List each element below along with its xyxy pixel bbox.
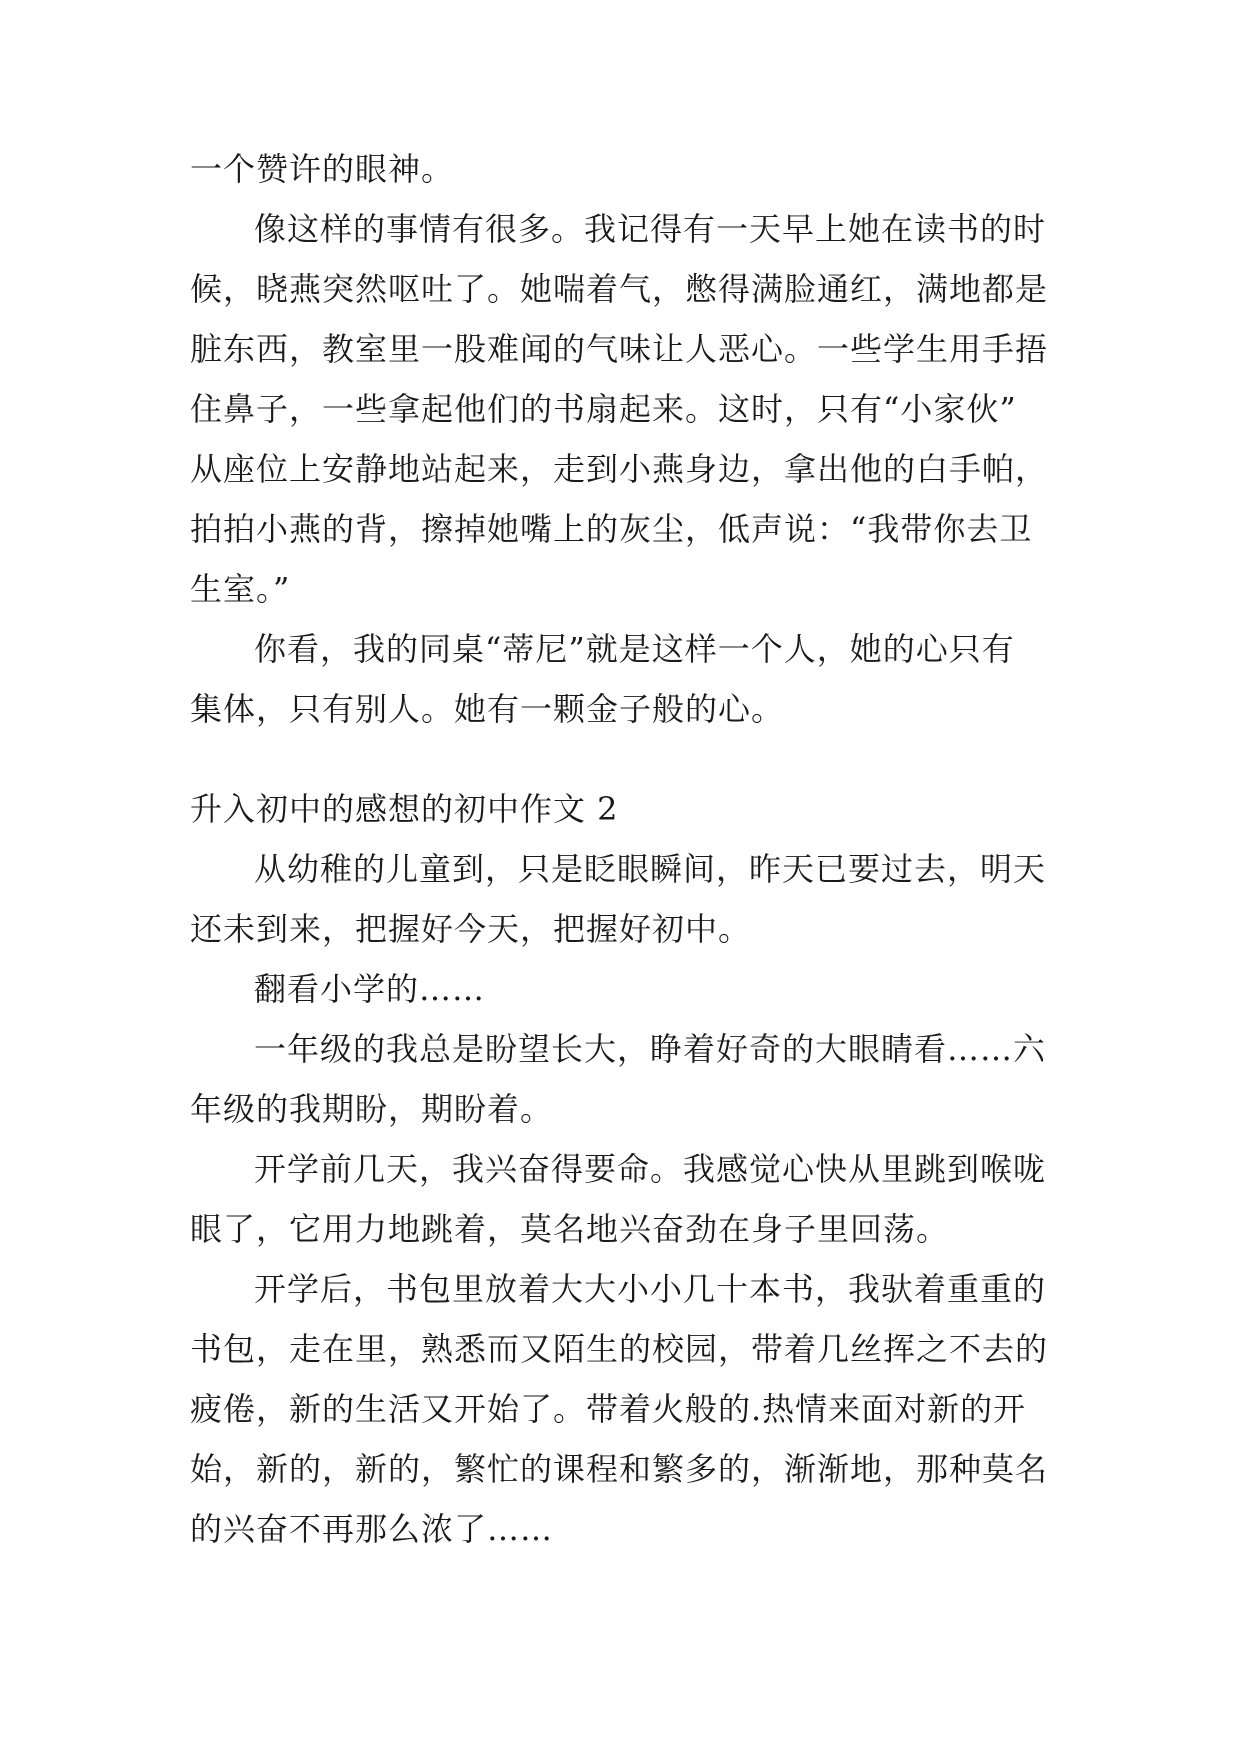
paragraph-start-line: 一年级的我总是盼望长大，睁着好奇的大眼睛看……六 — [254, 1030, 1047, 1068]
text-line: 眼了，它用力地跳着，莫名地兴奋劲在身子里回荡。 — [190, 1210, 950, 1248]
text-line: 年级的我期盼，期盼着。 — [190, 1090, 554, 1128]
text-line: 的兴奋不再那么浓了…… — [190, 1510, 554, 1548]
text-line: 疲倦，新的生活又开始了。带着火般的.热情来面对新的开 — [190, 1390, 1027, 1428]
text-line: 还未到来，把握好今天，把握好初中。 — [190, 910, 752, 948]
text-line: 集体，只有别人。她有一颗金子般的心。 — [190, 690, 785, 728]
paragraph-start-line: 开学前几天，我兴奋得要命。我感觉心快从里跳到喉咙 — [254, 1150, 1047, 1188]
text-line: 书包，走在里，熟悉而又陌生的校园，带着几丝挥之不去的 — [190, 1330, 1049, 1368]
text-line: 脏东西，教室里一股难闻的气味让人恶心。一些学生用手捂 — [190, 330, 1049, 368]
paragraph-start-line: 开学后，书包里放着大大小小几十本书，我驮着重重的 — [254, 1270, 1047, 1308]
section-title: 升入初中的感想的初中作文 2 — [190, 790, 619, 828]
text-line: 住鼻子，一些拿起他们的书扇起来。这时，只有“小家伙” — [190, 390, 1017, 428]
text-line: 从座位上安静地站起来，走到小燕身边，拿出他的白手帕， — [190, 450, 1049, 488]
paragraph-start-line: 从幼稚的儿童到，只是眨眼瞬间，昨天已要过去，明天 — [254, 850, 1047, 888]
text-line: 始，新的，新的，繁忙的课程和繁多的，渐渐地，那种莫名 — [190, 1450, 1049, 1488]
text-line: 生室。” — [190, 570, 291, 608]
paragraph-start-line: 像这样的事情有很多。我记得有一天早上她在读书的时 — [254, 210, 1047, 248]
paragraph-start-line: 翻看小学的…… — [254, 970, 486, 1008]
text-line: 一个赞许的眼神。 — [190, 150, 455, 188]
paragraph-start-line: 你看，我的同桌“蒂尼”就是这样一个人，她的心只有 — [254, 630, 1015, 668]
text-line: 拍拍小燕的背，擦掉她嘴上的灰尘，低声说：“我带你去卫 — [190, 510, 1033, 548]
text-line: 候，晓燕突然呕吐了。她喘着气，憋得满脸通红，满地都是 — [190, 270, 1049, 308]
